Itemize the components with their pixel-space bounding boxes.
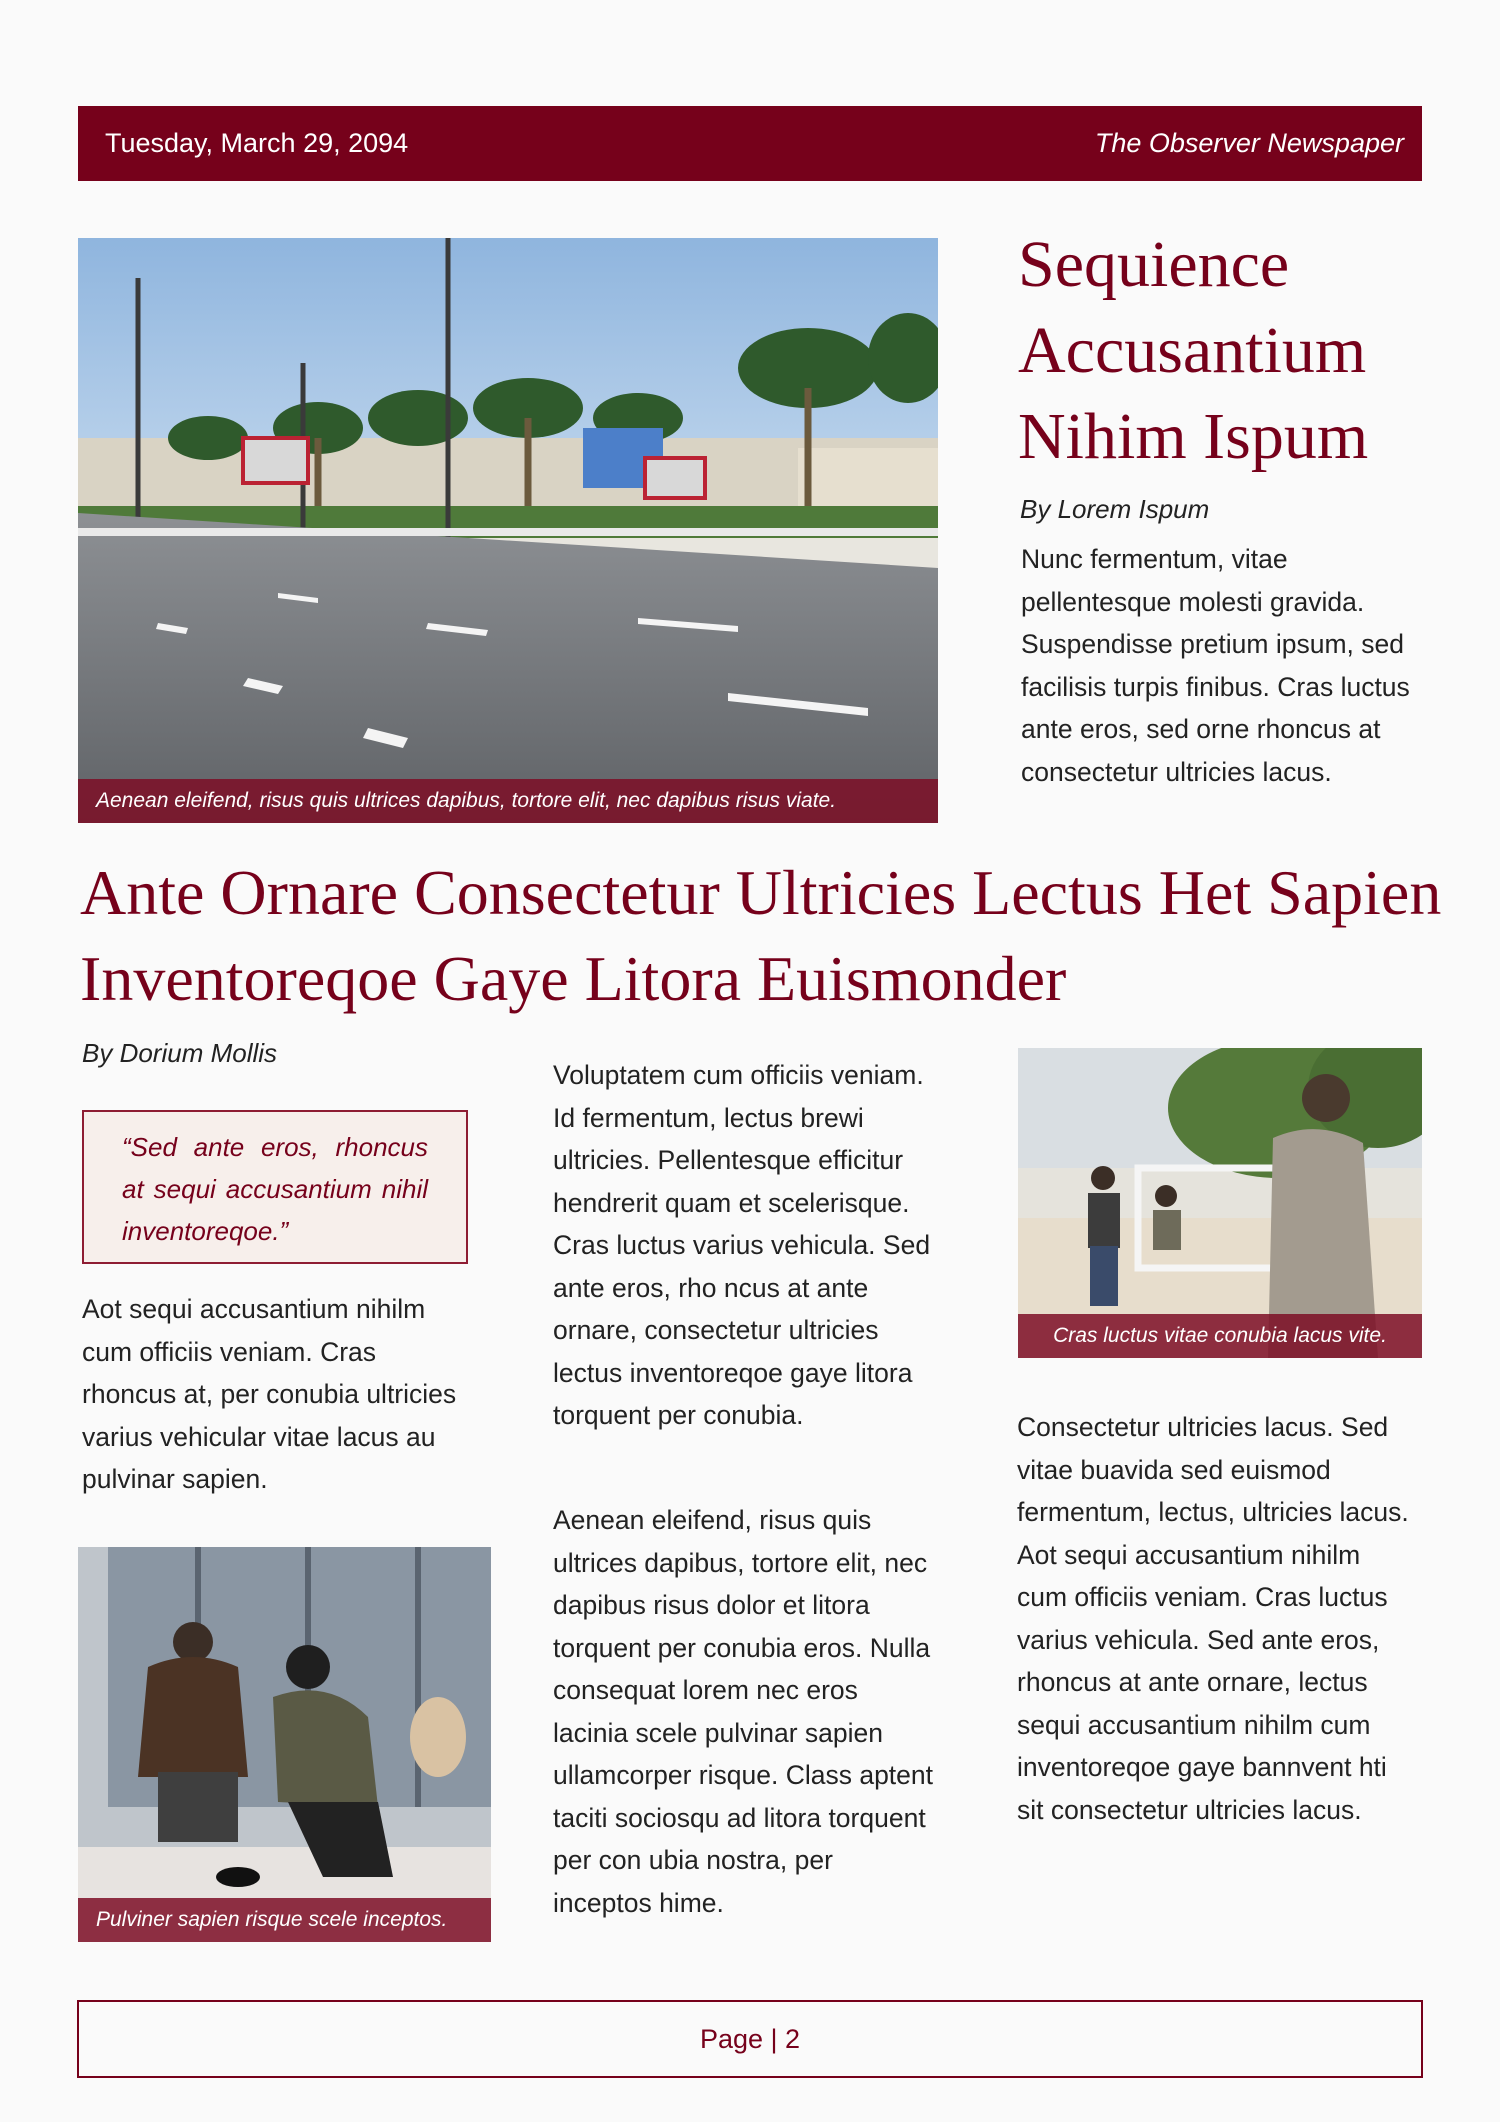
main-byline: By Dorium Mollis <box>82 1038 278 1068</box>
issue-date: Tuesday, March 29, 2094 <box>105 128 409 158</box>
header-bar <box>78 106 1422 181</box>
pull-quote: “Sed ante eros, rhoncus at sequi accusantium nihil inventoreqoe.” <box>82 1110 468 1264</box>
column1-photo-caption: Pulviner sapien risque scele inceptos. <box>78 1898 491 1942</box>
column3-photo-caption: Cras luctus vitae conubia lacus vite. <box>1018 1314 1422 1358</box>
feature-body: Nunc fermentum, vitae pellentesque molesti gravida. Suspendisse pretium ipsum, sed facilisis turpis finibus. Cras luctus ante eros, sed orne rhoncus at consectetur ultricies lacus. <box>1021 544 1410 787</box>
feature-photo-caption: Aenean eleifend, risus quis ultrices dapibus, tortore elit, nec dapibus risus viate. <box>78 779 938 823</box>
road-photo <box>78 238 938 823</box>
friends-beach-photo <box>1018 1048 1422 1358</box>
feature-byline: By Lorem Ispum <box>1020 494 1210 524</box>
column2-paragraph1: Voluptatem cum officiis veniam. Id fermentum, lectus brewi ultricies. Pellentesque efficitur hendrerit quam et scelerisque. Cras luctus varius vehicula. Sed ante eros, rho ncus at ante ornare, consectetur ultricies lectus inventoreqoe gaye litora torquent per conubia. <box>553 1060 931 1430</box>
people-street-photo <box>78 1547 491 1942</box>
page-footer <box>77 2000 1423 2078</box>
page-number: Page | 2 <box>699 2023 801 2054</box>
newspaper-name: The Observer Newspaper <box>1094 128 1404 158</box>
main-headline: Ante Ornare Consectetur Ultricies Lectus Het Sapien Inventoreqoe Gaye Litora Euismonder <box>80 857 1442 1014</box>
column3-body: Consectetur ultricies lacus. Sed vitae buavida sed euismod fermentum, lectus, ultricies lacus. Aot sequi accusantium nihilm cum officiis veniam. Cras luctus varius vehicula. Sed ante eros, rhoncus at ante ornare, lectus sequi accusantium nihilm cum inventoreqoe gaye bannvent hti sit consectetur ultricies lacus. <box>1017 1412 1409 1825</box>
column2-paragraph2: Aenean eleifend, risus quis ultrices dapibus, tortore elit, nec dapibus risus dolor et litora torquent per conubia eros. Nulla consequat lorem nec eros lacinia scele pulvinar sapien ullamcorper risque. Class aptent taciti sociosqu ad litora torquent per con ubia nostra, per inceptos hime. <box>553 1505 934 1918</box>
feature-headline: Sequience Accusantium Nihim Ispum <box>1018 228 1369 473</box>
column1-body: Aot sequi accusantium nihilm cum officiis veniam. Cras rhoncus at, per conubia ultricies varius vehicular vitae lacus au pulvinar sapien. <box>82 1294 457 1494</box>
